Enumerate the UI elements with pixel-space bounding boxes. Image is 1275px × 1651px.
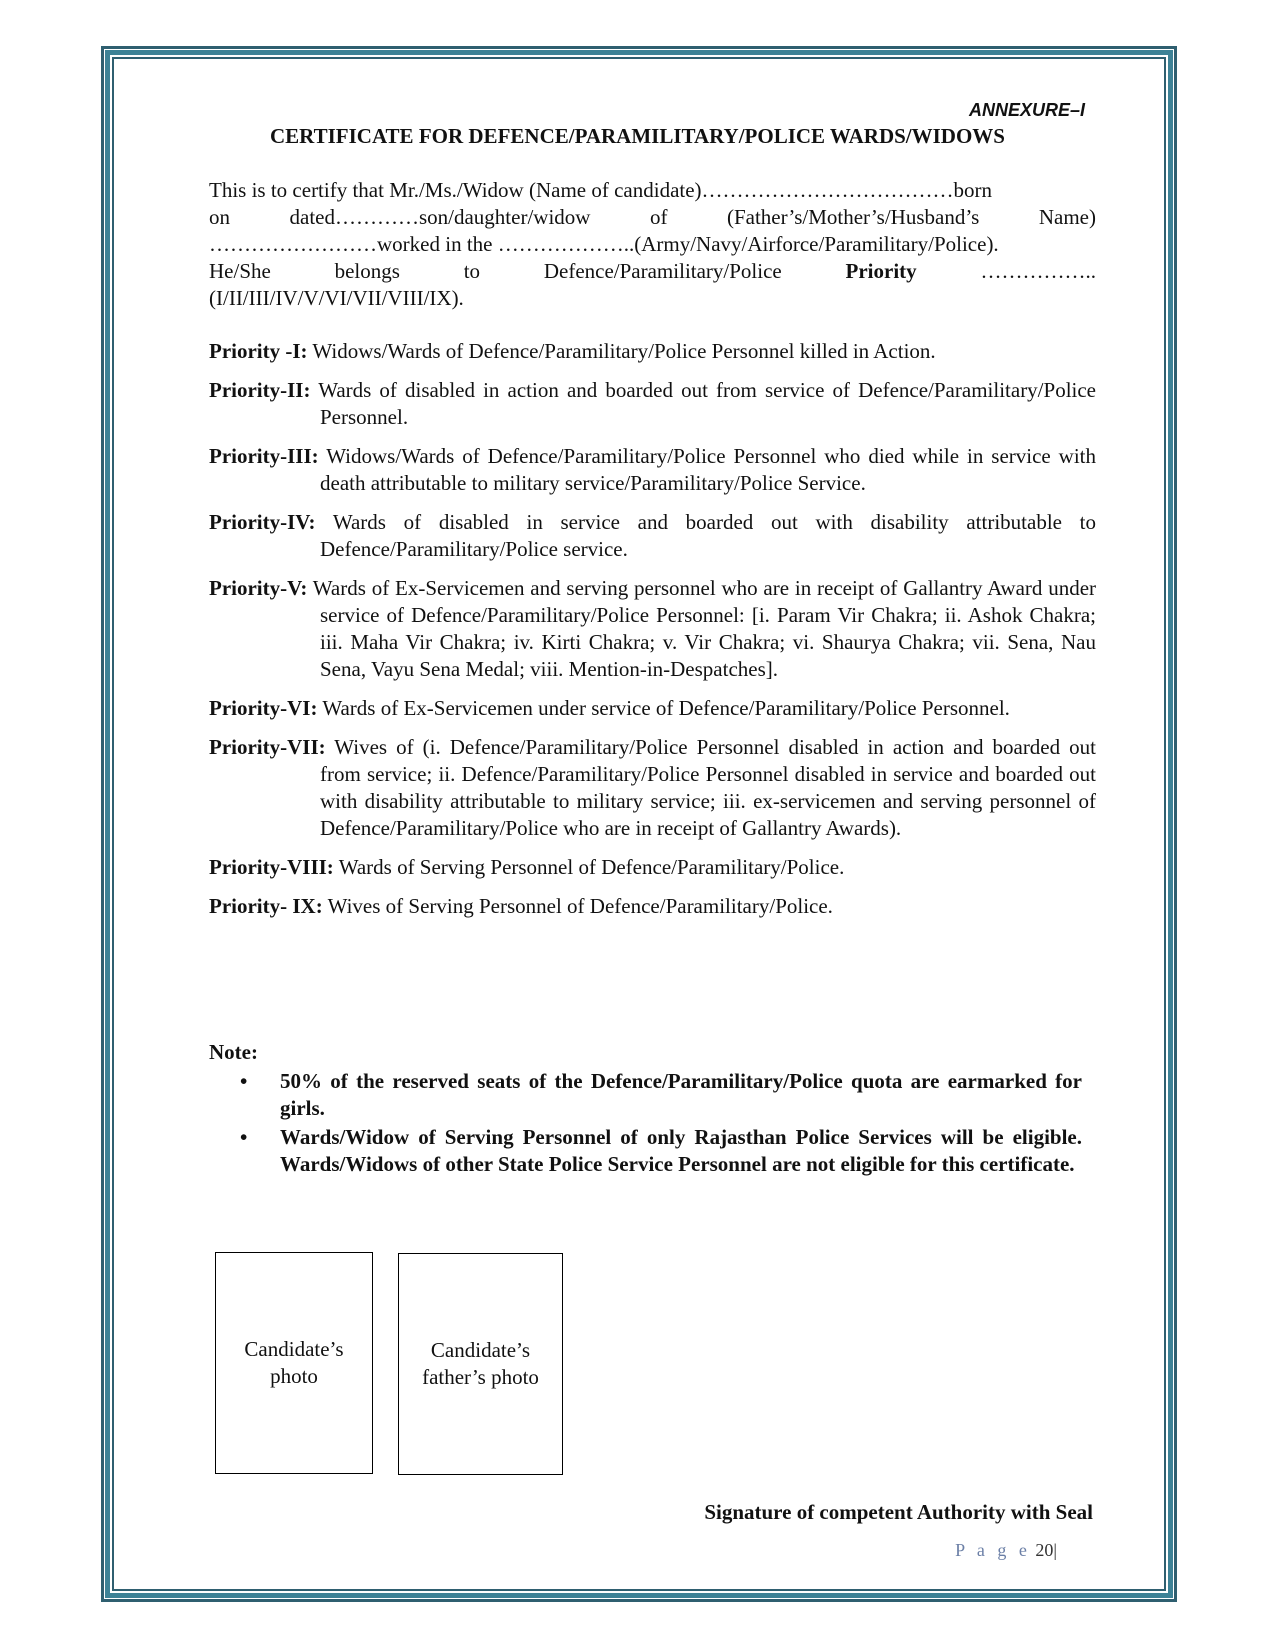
priority-label: Priority-VI: [209,696,318,720]
priority-item [209,893,1096,920]
priority-item [209,734,1096,842]
certify-word: to [463,259,481,283]
note-item [240,1124,1082,1178]
priority-list [209,338,1096,932]
priority-text: Wards of disabled in service and boarded out with disability attributable to Defence/Paramilitary/Police service. [320,510,1096,561]
priority-label: Priority-V: [209,576,308,600]
priority-label: Priority-IV: [209,510,316,534]
priority-item [209,695,1096,722]
certify-word: belongs [334,259,400,283]
certify-word: (Father’s/Mother’s/Husband’s [726,205,980,229]
certify-word: of [649,205,668,229]
certify-word: …………….. [980,259,1096,283]
certify-word: He/She [209,259,271,283]
certify-line-3 [209,231,1096,258]
priority-word: Priority [845,259,917,283]
bullet-icon: • [240,1069,248,1093]
priority-item [209,854,1096,881]
priority-item [209,575,1096,683]
priority-item [209,338,1096,365]
priority-text: Wards of Ex-Servicemen and serving personnel who are in receipt of Gallantry Award under service of Defence/Paramilitary/Police Personnel: [i. Param Vir Chakra; ii. Ashok Chakra; iii. Maha Vir Chakra; iv. Kirti Chakra; v. Vir Chakra; vi. Shaurya Chakra; vii. Sena, Nau Sena, Vayu Sena Medal; viii. Mention-in-Despatches]. [312,576,1097,681]
priority-label: Priority-II: [209,378,311,402]
note-list [240,1068,1082,1180]
priority-text: Widows/Wards of Defence/Paramilitary/Police Personnel who died while in service with death attributable to military service/Paramilitary/Police Service. [320,444,1097,495]
note-text: Wards/Widow of Serving Personnel of only Rajasthan Police Services will be eligible. Wards/Widows of other State Police Service Personnel are not eligible for this certificate. [280,1125,1082,1176]
priority-text: Wards of Serving Personnel of Defence/Paramilitary/Police. [338,855,845,879]
certify-text: (I/II/III/IV/V/VI/VII/VIII/IX). [209,286,464,310]
priority-item [209,509,1096,563]
certify-line-5 [209,285,1096,312]
certify-line-1 [209,177,1096,204]
candidate-photo-label: Candidate’s photo [244,1337,344,1388]
certify-word: dated…………son/daughter/widow [289,205,591,229]
certify-line-4 [209,258,1096,285]
certify-word: Name) [1038,205,1096,229]
note-item [240,1068,1082,1122]
priority-text: Wards of Ex-Servicemen under service of Defence/Paramilitary/Police Personnel. [322,696,1010,720]
priority-label: Priority- IX: [209,894,323,918]
priority-label: Priority -I: [209,339,308,363]
page-number [955,1540,1057,1561]
priority-label: Priority-VII: [209,735,326,759]
certify-text: ……………………worked in the ………………..(Army/Navy/Airforce/Paramilitary/Police). [209,232,999,256]
priority-label: Priority-VIII: [209,855,334,879]
note-heading: Note: [209,1040,258,1064]
priority-text: Wives of (i. Defence/Paramilitary/Police Personnel disabled in action and boarded out from service; ii. Defence/Paramilitary/Police Personnel disabled in service and boarded out with disability attributable to military service; iii. ex-servicemen and serving personnel of Defence/Paramilitary/Police who are in receipt of Gallantry Awards). [320,735,1096,840]
priority-text: Wards of disabled in action and boarded out from service of Defence/Paramilitary/Police Personnel. [318,378,1097,429]
certify-word: on [209,205,230,229]
certify-text: This is to certify that Mr./Ms./Widow (Name of candidate)………………………………born [209,178,993,202]
priority-item [209,443,1096,497]
page-label: P a g e [955,1540,1031,1560]
priority-item [209,377,1096,431]
page-number-value: 20 [1035,1540,1054,1560]
candidate-photo-box [215,1252,373,1474]
note-text: 50% of the reserved seats of the Defence/Paramilitary/Police quota are earmarked for girls. [280,1069,1082,1120]
page-title: CERTIFICATE FOR DEFENCE/PARAMILITARY/POLICE WARDS/WIDOWS [270,124,1005,148]
father-photo-box [398,1253,563,1475]
annexure-label: ANNEXURE–I [968,100,1085,120]
bullet-icon: • [240,1125,248,1149]
certify-line-2 [209,204,1096,231]
signature-label: Signature of competent Authority with Seal [704,1500,1093,1524]
priority-text: Widows/Wards of Defence/Paramilitary/Police Personnel killed in Action. [312,339,936,363]
priority-label: Priority-III: [209,444,319,468]
priority-text: Wives of Serving Personnel of Defence/Paramilitary/Police. [327,894,833,918]
certify-word: Defence/Paramilitary/Police [543,259,782,283]
father-photo-label: Candidate’s father’s photo [422,1338,539,1389]
page-separator: | [1053,1540,1057,1560]
certification-paragraph [209,177,1096,312]
